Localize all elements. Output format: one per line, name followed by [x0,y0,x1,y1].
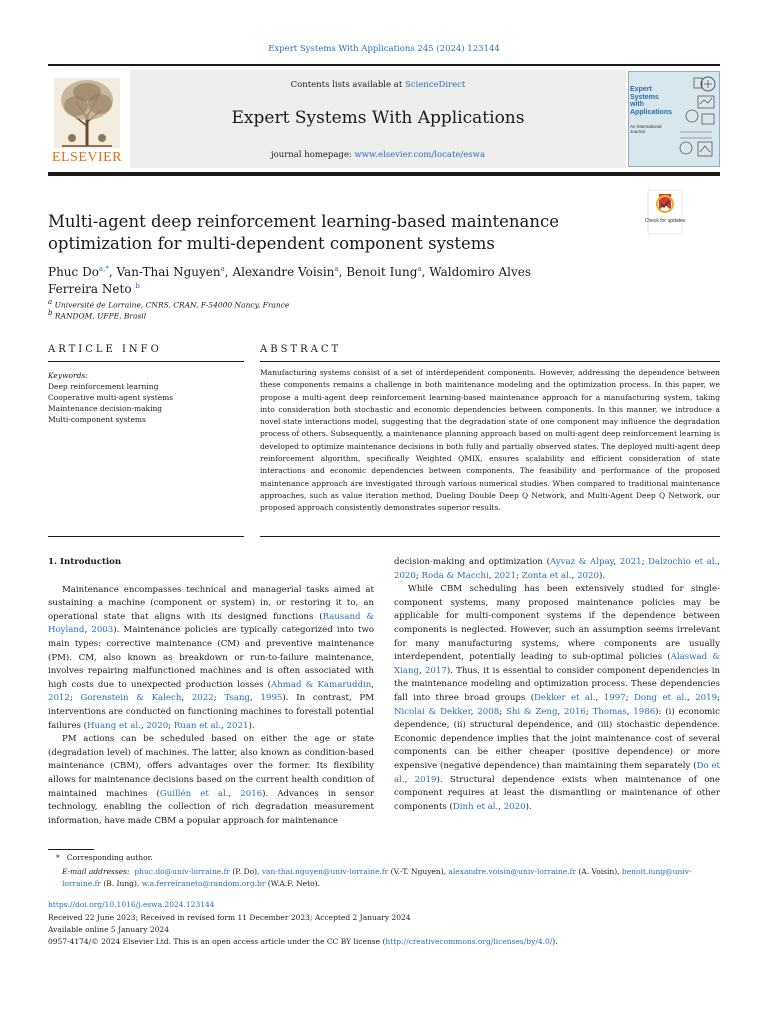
email-addresses-note [62,866,720,890]
footnote-star: * [56,853,60,862]
license-suffix: ). [552,937,558,946]
paragraph-text: , [404,774,415,785]
citation-link[interactable]: 2016 [564,706,586,717]
abstract-rule [260,361,720,362]
paragraph-text: decision-making and optimization ( [394,557,550,567]
paragraph-text: , [140,720,147,731]
paragraph [48,584,374,734]
homepage-link[interactable]: www.elsevier.com/locate/eswa [354,150,486,160]
paragraph-text: ; [641,557,649,567]
paragraph-text: , [571,570,578,581]
citation-link[interactable]: 1986 [633,706,656,717]
abstract-end-rule [260,536,720,537]
abstract-heading: ABSTRACT [260,344,342,355]
author-name[interactable]: Van-Thai Nguyen [116,265,221,279]
email-owner: (A. Voisin), [575,867,622,876]
email-label: E-mail addresses: [62,867,130,876]
author-name[interactable]: Ferreira Neto [48,282,132,296]
paragraph-text: ; [499,706,506,717]
citation-link[interactable]: 2003 [91,625,114,636]
corresponding-author-note [56,853,153,862]
paragraph-text: , [626,706,634,717]
citation-link[interactable]: 2021 [619,557,642,567]
paragraph [48,733,374,828]
paragraph-text: ; [625,692,634,703]
email-link[interactable]: alexandre.voisin@univ-lorraine.fr [448,867,576,876]
paragraph-text: , [488,570,495,581]
email-link[interactable]: phuc.do@univ-lorraine.fr [134,867,230,876]
email-list [62,867,691,888]
citation-link[interactable]: Roda & Macchi [421,570,489,581]
homepage-prefix: journal homepage: [270,150,355,160]
paragraph-text: , [498,801,504,812]
affiliation-a [48,298,289,310]
paragraph-text: ). [525,801,532,812]
paragraph-text: While CBM scheduling has been extensively studied for single-component systems, many proposed maintenance policies may be applicable for multi-component systems if the dependence between components is neglected. However, such an assumption seems irrelevant for many manufacturing systems, where components are usually interdependent, potentially leading to sub-optimal policies ( [394,584,720,663]
paragraph [394,583,720,814]
citation-link[interactable]: 2012 [48,693,70,704]
citation-link[interactable]: Nicolai & Dekker [394,706,471,717]
citation-link[interactable]: Ruan et al. [173,720,222,731]
email-link[interactable]: benoit.iung@univ-lorraine.fr [62,867,692,888]
email-owner: (B. Iung), [100,879,142,888]
author-affil-mark[interactable]: a [220,265,225,273]
citation-link[interactable]: 2022 [191,693,214,704]
keyword-item: Cooperative multi-agent systems [48,393,174,402]
paragraph-text: ; [69,693,81,704]
citation-link[interactable]: Dekker et al. [534,692,596,703]
citation-link[interactable]: 2020 [503,801,526,812]
footnote-rule [48,849,94,850]
paragraph-text: ). Thus, it is essential to consider component dependencies in the maintenance modeling and optimization process. These dependencies fall into three broad groups ( [394,665,721,703]
citation-link[interactable]: 2019 [414,774,437,785]
paragraph-text: ; [168,720,174,731]
doi-link[interactable]: https://doi.org/10.1016/j.eswa.2024.123144 [48,900,215,909]
citation-link[interactable]: 2020 [394,570,416,581]
citation-link[interactable]: Huang et al. [87,720,141,731]
citation-link[interactable]: 1997 [603,692,626,703]
paragraph-text: ). Advances in sensor technology, enabling the collection of rich degradation measurement information, have made CBM a popular approach for maintenance [48,788,374,826]
author-list-cont [48,278,668,298]
keywords-label: Keywords: [48,371,88,380]
paragraph-text: , [595,692,604,703]
paper-title: Multi-agent deep reinforcement learning-based maintenance optimization for multi-dependent component systems [48,212,560,253]
citation-link[interactable]: Thomas [592,706,627,717]
author-name[interactable]: Benoit Iung [346,265,418,279]
citation-link[interactable]: Dalzochio et al. [648,557,718,567]
author-list: Phuc $Do^{a,*}$, Van-Thai Nguyen$^a$, Alexandre Voisin$^a$, Benoit Iung$^a$, Waldomiro Alves [48,265,532,279]
article-info-heading: ARTICLE INFO [48,344,162,355]
citation-link[interactable]: 2017 [424,665,447,676]
contents-prefix: Contents lists available at [290,80,405,90]
citation-link[interactable]: Gorenstein & Kalech [80,693,182,704]
citation-link[interactable]: 2021 [494,570,517,581]
email-link[interactable]: w.a.ferreiraneto@random.org.br [141,879,266,888]
paragraph-text: ). [598,570,606,581]
journal-reference[interactable]: Expert Systems With Applications 245 (2024) 123144 [268,44,500,54]
publisher-wordmark: ELSEVIER [51,150,123,165]
paragraph-text: , [228,788,241,799]
citation-link[interactable]: Shi & Zeng [505,706,558,717]
paragraph-text: ). [248,720,255,731]
citation-link[interactable]: Do et al. [394,760,720,785]
keyword-item: Deep reinforcement learning [48,382,159,391]
email-owner: (W.A.F. Neto). [265,879,320,888]
citation-link[interactable]: 2021 [226,720,249,731]
email-owner: (P. Do), [229,867,262,876]
paragraph-text: , [557,706,565,717]
body-column-left [48,556,374,828]
received-dates: Received 22 June 2023; Received in revised form 11 December 2023; Accepted 2 January 2024 [48,913,411,922]
paragraph-text: , [419,665,425,676]
keyword-item: Maintenance decision-making [48,404,163,413]
paragraph-text: , [371,679,374,690]
citation-link[interactable]: Alaswad & Xiang [394,652,720,676]
citation-link[interactable]: Zonta et al. [521,570,572,581]
article-info-rule [48,361,244,362]
paragraph-text: ; [213,693,225,704]
section-heading: 1. Introduction [48,557,122,567]
citation-link[interactable]: Ahmad & Kamaruddin [271,679,372,690]
email-link[interactable]: van-thai.nguyen@univ-lorraine.fr [261,867,389,876]
author-affil-mark[interactable]: a [334,265,339,273]
citation-link[interactable]: 1995 [260,693,283,704]
license-prefix: 0957-4174/© 2024 Elsevier Ltd. This is an open access article under the CC BY license ( [48,937,386,946]
paragraph-text: , [181,693,192,704]
author-name[interactable]: Waldomiro Alves [429,265,532,279]
keyword-item: Multi-component systems [48,415,146,424]
paragraph-text: , [687,692,696,703]
author-affil-mark[interactable]: a [417,265,422,273]
corresponding-text: Corresponding author. [66,853,153,862]
contents-line [130,80,626,90]
citation-link[interactable]: 2020 [146,720,169,731]
paragraph-text: , [221,720,227,731]
citation-link[interactable]: Ayvaz & Alpay [549,557,614,567]
paragraph-text: , [84,625,92,636]
paragraph-text: ): (i) economic dependence, (ii) structural dependence, and (iii) stochastic dependence. Economic dependence implies that the joint maintenance cost of several components can be either cheaper (positive dependence) or more expensive (negative dependence) than maintaining them separately ( [394,706,720,771]
header-rule [48,64,720,66]
paragraph-text: , [717,557,720,567]
author-affil-mark[interactable]: a,* [98,265,109,273]
affiliation-text: RANDOM, UFPE, Brasil [54,311,147,321]
email-owner: (V.-T. Nguyen), [388,867,449,876]
affiliation-b [48,309,146,321]
journal-name: Expert Systems With Applications [231,108,525,128]
paragraph-text: , [470,706,478,717]
article-info-end-rule [48,536,244,537]
license-link[interactable]: http://creativecommons.org/licenses/by/4.0/ [385,937,553,946]
paragraph-text: , [613,557,620,567]
check-for-updates-badge-icon[interactable] [644,190,686,234]
paragraph-text: ). In contrast, PM interventions are conducted on functioning machines to forestall potential failures ( [48,693,374,731]
paragraph-text: ; [415,570,422,581]
author-affil-mark[interactable]: b [135,282,140,290]
abstract-text: Manufacturing systems consist of a set of interdependent components. However, addressing the dependence between these components remains a challenge in both maintenance modeling and the optimization process. In this paper, we propose a multi-agent deep reinforcement learning-based maintenance approach for a manufacturing system, taking into consideration both stochastic and economic dependencies between components. In this manner, we introduce a novel state interactions model, suggesting that the degradation state of one component may influence the degradation process of others. Subsequently, a maintenance planning approach based on multi-agent deep reinforcement learning is developed to optimize maintenance decisions in both fully and partially observed states. The deployed multi-agent deep reinforcement algorithm, specifically Weighted QMIX, ensures scalability and efficient consideration of state interactions and economic dependencies between components. The feasibility and performance of the proposed maintenance approach are investigated through various numerical studies. When compared to traditional maintenance approaches, such as value iteration method, Dueling Double Deep Q Network, and Multi-Agent Deep Q Network, our proposed approach consistently demonstrates superior results. [260,368,720,513]
body-column-right [394,556,720,814]
citation-link[interactable]: Dinh et al. [452,801,499,812]
author-name[interactable]: Phuc Do [48,265,99,279]
affiliation-mark: a [48,298,53,306]
paragraph [394,556,720,583]
license-line [48,937,558,946]
citation-link[interactable]: 2016 [240,788,263,799]
citation-link[interactable]: Dong et al. [633,692,688,703]
paragraph-text: ). Structural dependence exists when maintenance of one component requires at least the dismantling or maintenance of other components ( [394,774,720,812]
sciencedirect-link[interactable]: ScienceDirect [404,80,466,90]
paragraph-text: PM actions can be scheduled based on either the age or state (degradation level) of machines. The latter, also known as condition-based maintenance (CBM), offers advantages over the former. Its flexibility allows for maintenance decisions based on the current health condition of maintained machines ( [48,734,374,799]
citation-link[interactable]: Guillén et al. [159,788,229,799]
author-name[interactable]: Alexandre Voisin [232,265,335,279]
paragraph-text: ; [717,692,720,703]
citation-link[interactable]: 2019 [695,692,718,703]
affiliation-mark: b [48,309,53,317]
citation-link[interactable]: Tsang [224,693,251,704]
affiliation-text: Université de Lorraine, CNRS, CRAN, F-54000 Nancy, France [54,300,290,310]
check-updates-label: Check for updates [644,218,686,224]
paragraph-text: ; [585,706,593,717]
header-thick-rule [48,172,720,176]
online-date: Available online 5 January 2024 [48,925,169,934]
citation-link[interactable]: 2008 [477,706,500,717]
cover-artwork-icon [672,74,718,164]
citation-link[interactable]: Rausand & Hoyland [48,611,374,636]
paragraph-text: , [250,693,261,704]
paragraph-text: ; [516,570,522,581]
cover-subtitle: An International Journal [630,124,662,134]
paragraph-text: Maintenance encompasses technical and managerial tasks aimed at sustaining a machine (component or system) in, or restoring it to, an operational state that aligns with its designed functions ( [48,584,374,622]
citation-link[interactable]: 2020 [577,570,599,581]
paragraph-text: ). Maintenance policies are typically categorized into two main types: corrective maintenance (CM) and preventive maintenance (PM). CM, also known as breakdown or run-to-failure maintenance, involves repairing malfunctioned machines and is often associated with high costs due to unexpected production losses ( [48,625,374,690]
keywords-list [48,370,244,425]
cover-title: Expert Systems with Applications [630,86,673,116]
homepage-line [130,150,626,160]
